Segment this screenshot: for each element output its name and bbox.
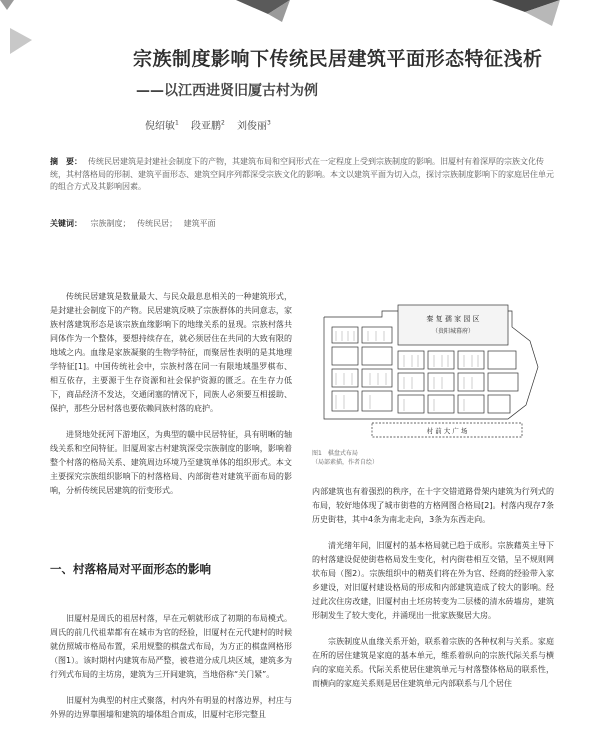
keyword: 宗族制度； (90, 219, 131, 228)
decorative-triangles (0, 0, 600, 40)
section-heading: 一、村落格局对平面形态的影响 (50, 562, 211, 576)
body-paragraph: 内部建筑也有着强烈的秩序，在十字交错道路骨架内建筑为行列式的布局，较好地体现了城市街巷的方格网图合格局[2]。村落内现存7条历史街巷，其中4条为南北走向，3条为东西走向。 (312, 487, 554, 524)
ancestral-hall-compound (398, 305, 508, 345)
abstract-text: 传统民居建筑是封建社会制度下的产物，其建筑布局和空间形式在一定程度上受到宗族制度的影响。旧厦村有着深厚的宗族文化传统，其村落格局的形制、建筑平面形态、建筑空间序列都深受宗族文化的影响。本文以建筑平面为切入点，探讨宗族制度影响下的家庭居住单元的组合方式及其影响因素。 (50, 157, 554, 191)
ancestral-hall-sublabel: （贵阳城幕府） (431, 328, 475, 335)
body-paragraph: 进贤地处抚河下游地区，为典型的赣中民居特征，具有明晰的轴线关系和空间特征。旧厦周家古村建筑深受宗族制度的影响，影响着整个村落的格局关系、建筑周边环境乃至建筑单体的组织形式。本文主要探究宗族组织影响下的村落格局、内部街巷对建筑平面布局的影响，分析传统民居建筑的衍变形式。 (50, 430, 292, 495)
body-paragraph: 传统民居建筑是数量最大、与民众最息息相关的一种建筑形式，是封建社会制度下的产物。民居建筑反映了宗族群体的共同意志，家族村落建筑形态是该宗族血缘影响下的地缘关系的显现。宗族村落共同体作为一个整体，要想持续存在，就必须居住在共同的大致有限的地域之内。血缘是家族凝聚的生物学特征，而聚居性表明的是其地理学特征[1]。中国传统社会中，宗族村落在同一有限地域墨罗棋布、相互依存，主要源于生存资源和社会保护资源的匮乏。在生存力低下，商品经济不发达，交通闭塞的情况下，同族人必须要互相援助、保护，那些分居村落也要依赖同族村落的庇护。 (50, 292, 292, 413)
article-subtitle: ——以江西进贤旧厦古村为例 (136, 83, 318, 99)
figure-caption-line: （局部素描，作者自绘） (312, 459, 379, 466)
abstract-label: 摘 要： (50, 157, 82, 166)
body-column-right (312, 485, 554, 703)
keywords-label: 关键词： (50, 219, 82, 228)
author-list (145, 117, 280, 132)
figure-caption (312, 449, 378, 467)
author: 刘俊丽$^3$ (237, 119, 271, 132)
author: 倪绍敏$^1$ (145, 119, 179, 132)
body-paragraph: 旧厦村为典型的村庄式聚落，村内外有明显的村落边界，村庄与外界的边界靠围墙和建筑的墙体组合而成，旧厦村宅形完整且 (50, 696, 292, 719)
body-paragraph: 旧厦村是周氏的祖居村落，早在元朝就形成了初期的布局模式。周氏的前几代祖辈都有在城市为官的经验，旧厦村在元代建村的时候就仿照城市格局布置，采用规整的棋盘式布局，为方正的棋盘网格形（图1）。该时期村内建筑布局严整，被巷道分成几块区域，建筑多为行列式布局的主坊房，建筑为三开间建筑，当地俗称“关门紧”。 (50, 614, 292, 679)
body-column-left (50, 290, 292, 510)
article-title: 宗族制度影响下传统民居建筑平面形态特征浅析 (133, 48, 543, 70)
abstract (50, 156, 555, 194)
keyword: 建筑平面 (183, 219, 216, 228)
ancestral-hall-label: 秦 复 孺 家 园 区 (426, 315, 480, 323)
plaza-label: 村 前 大 广 场 (426, 427, 468, 435)
decorative-triangles-left (10, 28, 50, 108)
body-paragraph: 宗族制度从血缘关系开始，联系着宗族的各种权利与关系。家庭在所的居住建筑是家庭的基本单元，维系着纵向的宗族代际关系与横向的家庭关系。代际关系使居住建筑单元与村落整体格局的联系性，而横向的家庭关系则是居住建筑单元内部联系与几个居住 (312, 637, 554, 688)
deco-triangle-1 (0, 0, 14, 10)
figure-caption-line: 图1 棋盘式布局 (312, 450, 358, 457)
village-plan-figure (312, 297, 554, 445)
body-paragraph: 清光绪年间，旧厦村的基本格局就已趋于成形。宗族藉英主导下的村落建设促使街巷格局发生变化，村内街巷相互交错，呈不规则网状布局（图2）。宗族组织中的精英们将在外为官、经商的经验带入家乡建设，对旧厦村建设格局的形成和内部建筑造成了较大的影响。经过此次住房改建，旧厦村由土坯房转变为二层楼的清水砖墙房，建筑形制发生了较大变化，并涌现出一批家族聚居大房。 (312, 541, 554, 620)
body-column-left-2 (50, 612, 292, 734)
author: 段亚鹏$^2$ (191, 119, 225, 132)
keyword: 传统民居； (137, 219, 178, 228)
deco-triangle-6 (10, 28, 32, 54)
keywords (50, 218, 555, 229)
